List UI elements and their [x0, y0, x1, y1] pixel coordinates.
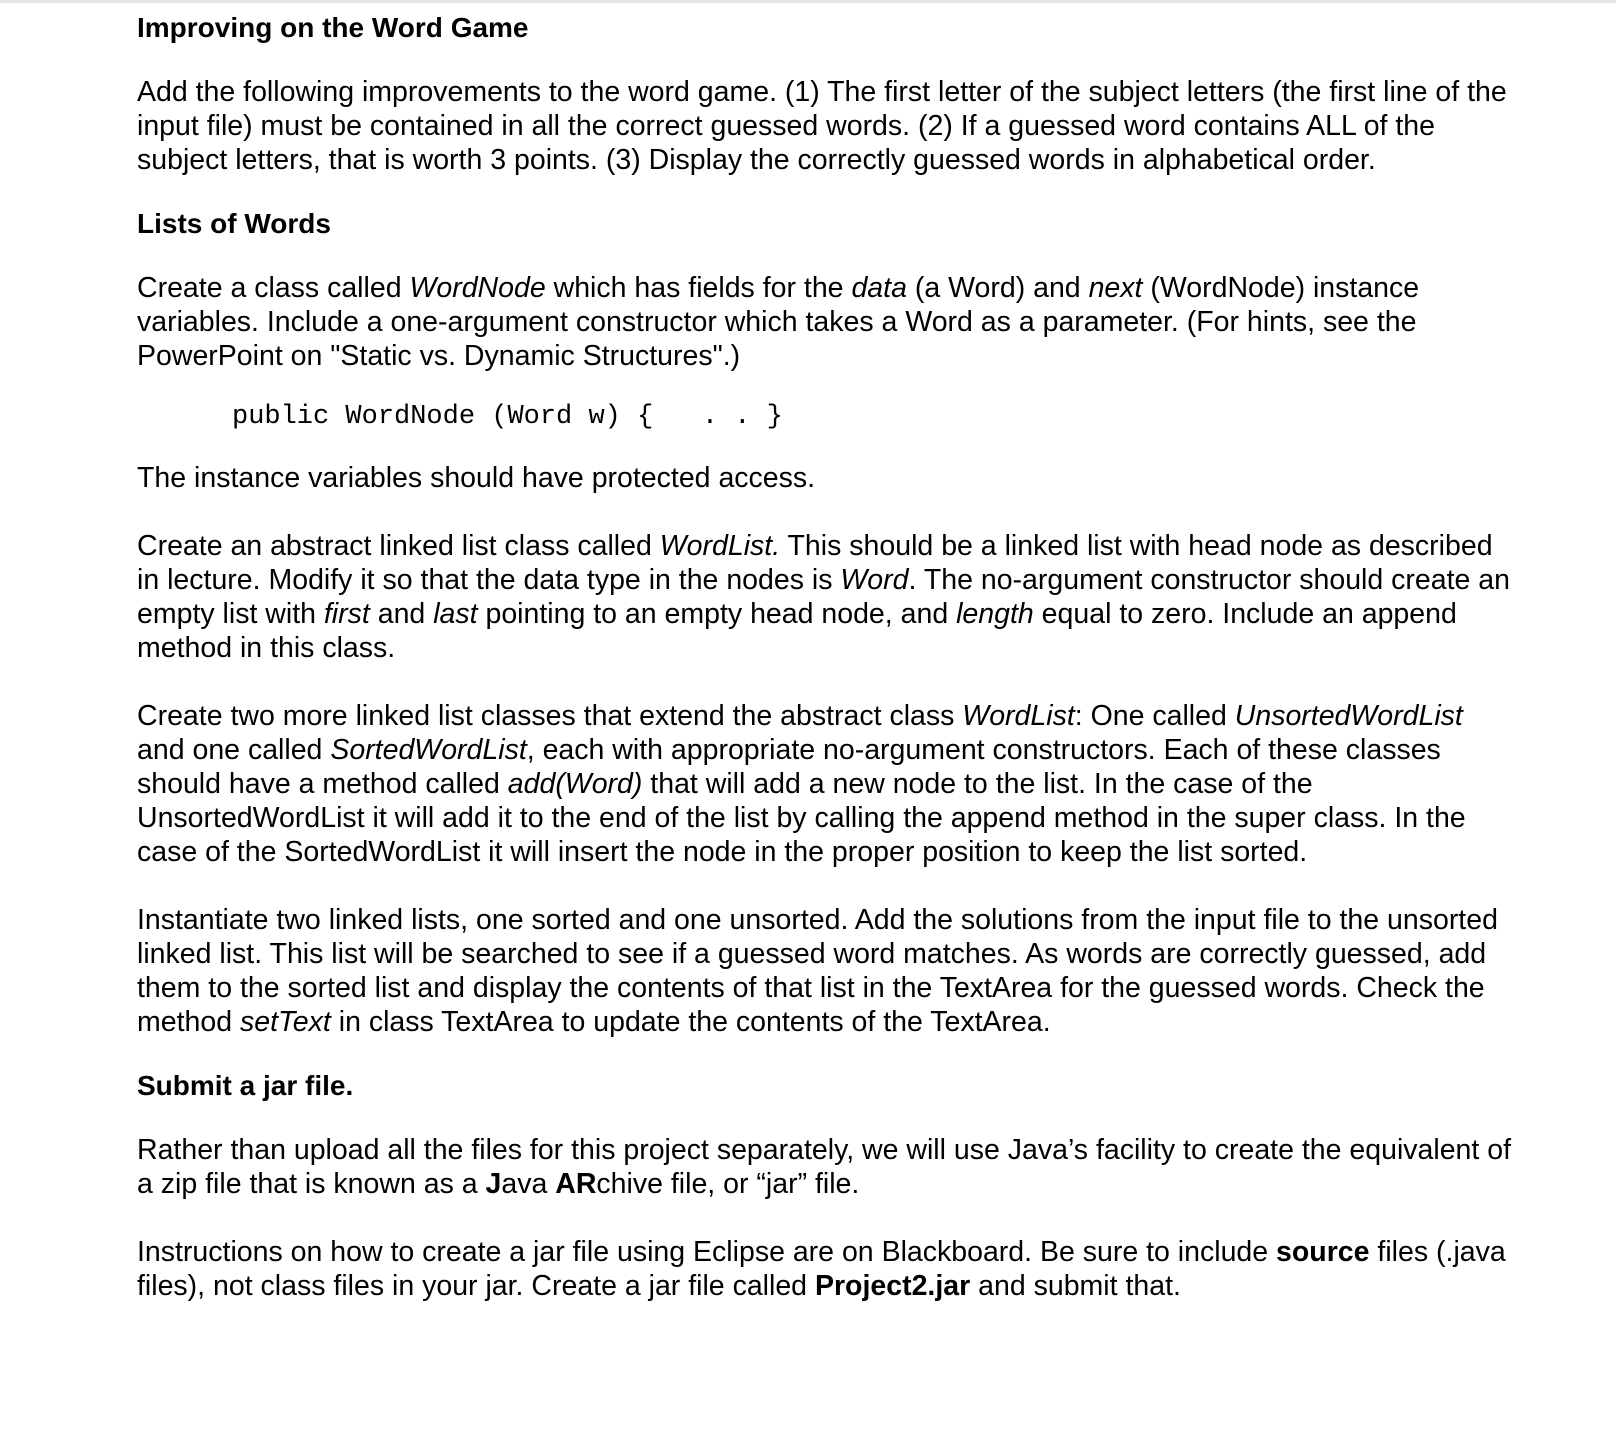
heading-lists-of-words: Lists of Words: [137, 208, 331, 239]
paragraph-protected-access: The instance variables should have protected access.: [137, 462, 816, 494]
paragraph-instantiate: Instantiate two linked lists, one sorted and one unsorted. Add the solutions from the input file to the unsorted linked list. This list will be searched to see if a guessed word matches. As words are correctly guessed, add them to the sorted list and display the contents of that list in the TextArea for the guessed words. Check the method setText in class TextArea to update the contents of the TextArea.: [137, 904, 1498, 1038]
paragraph-wordnode: Create a class called WordNode which has fields for the data (a Word) and next (WordNode) instance variables. Include a one-argument constructor which takes a Word as a parameter. (For hints, see the PowerPoint on "Static vs. Dynamic Structures".): [137, 272, 1420, 372]
document-body: [137, 8, 1517, 1303]
paragraph-wordlist: Create an abstract linked list class called WordList. This should be a linked list with head node as described in lecture. Modify it so that the data type in the nodes is Word. The no-argument constructor should create an empty list with first and last pointing to an empty head node, and length equal to zero. Include an append method in this class.: [137, 530, 1510, 664]
paragraph-improvements: Add the following improvements to the word game. (1) The first letter of the subject letters (the first line of the input file) must be contained in all the correct guessed words. (2) If a guessed word contains ALL of the subject letters, that is worth 3 points. (3) Display the correctly guessed words in alphabetical order.: [137, 76, 1507, 176]
paragraph-subclasses: Create two more linked list classes that extend the abstract class WordList: One called UnsortedWordList and one called SortedWordList, each with appropriate no-argument constructors. Each of these classes should have a method called add(Word) that will add a new node to the list. In the case of the UnsortedWordList it will add it to the end of the list by calling the append method in the super class. In the case of the SortedWordList it will insert the node in the proper position to keep the list sorted.: [137, 700, 1466, 868]
paragraph-instructions: Instructions on how to create a jar file using Eclipse are on Blackboard. Be sure to include source files (.java files), not class files in your jar. Create a jar file called Project2.jar and submit that.: [137, 1236, 1506, 1302]
heading-improving: Improving on the Word Game: [137, 12, 529, 43]
paragraph-jar-file: Rather than upload all the files for this project separately, we will use Java’s facility to create the equivalent of a zip file that is known as a Java ARchive file, or “jar” file.: [137, 1134, 1512, 1200]
heading-submit-jar: Submit a jar file.: [137, 1070, 354, 1101]
page-top-border: [0, 0, 1616, 3]
code-constructor: public WordNode (Word w) { . . }: [232, 402, 783, 432]
